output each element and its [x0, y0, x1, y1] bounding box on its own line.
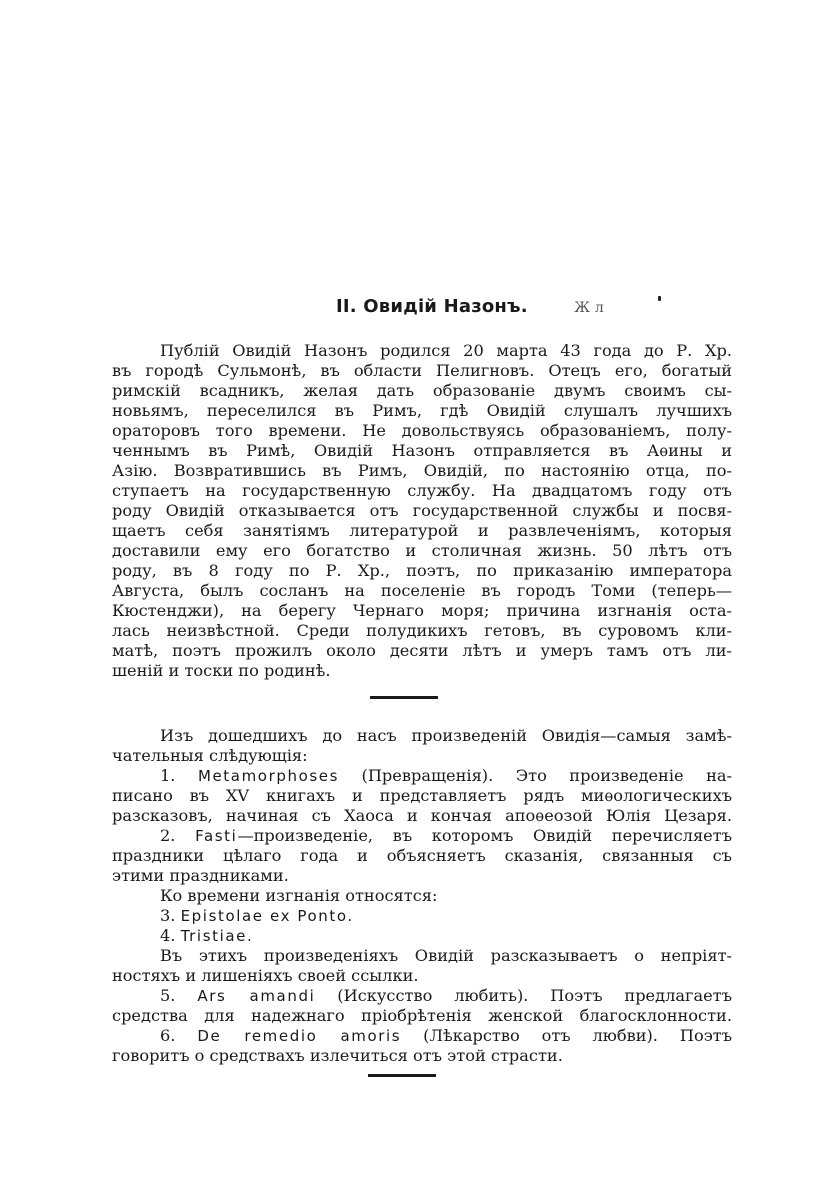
exile-text-line: Въ этихъ произведеніяхъ Овидій разсказываетъ о непріят-	[160, 946, 732, 965]
bio-line: ораторовъ того времени. Не довольствуясь образованіемъ, полу-	[112, 421, 732, 440]
bio-line: матѣ, поэтъ прожилъ около десяти лѣтъ и умеръ тамъ отъ ли-	[112, 641, 732, 660]
bio-line: Кюстенджи), на берегу Чернаго моря; причина изгнанія оста-	[112, 601, 732, 620]
heading-mark: Ж л	[574, 300, 604, 316]
work-title: Tristiae.	[180, 927, 254, 945]
work-item-6	[160, 1026, 732, 1046]
work-title: Epistolae ex Ponto.	[180, 907, 354, 925]
work-item-1	[160, 766, 732, 786]
bio-line: ступаетъ на государственную службу. На двадцатомъ году отъ	[112, 481, 732, 500]
bio-line: новьямъ, переселился въ Римъ, гдѣ Овидій слушалъ лучшихъ	[112, 401, 732, 420]
work-item-line: этими праздниками.	[112, 866, 289, 885]
work-number: 5.	[160, 986, 176, 1005]
work-item-line: праздники цѣлаго года и объясняетъ сказанія, связанныя съ	[112, 846, 732, 865]
print-speck	[658, 296, 661, 301]
bio-line: роду Овидій отказывается отъ государственной службы и посвя-	[112, 501, 732, 520]
work-description: (Лѣкарство отъ любви). Поэтъ	[423, 1026, 733, 1045]
work-number: 6.	[160, 1026, 176, 1045]
work-title: Ars amandi	[197, 987, 316, 1005]
chapter-heading	[336, 296, 604, 317]
work-description: (Превращенія). Это произведеніе на-	[361, 766, 732, 785]
work-item-line: говоритъ о средствахъ излечиться отъ этой страсти.	[112, 1046, 563, 1065]
work-item-line: разсказовъ, начиная съ Хаоса и кончая апоѳеозой Юлія Цезаря.	[112, 806, 732, 825]
work-number: 4.	[160, 926, 176, 945]
work-number: 2.	[160, 826, 176, 845]
work-item-4	[160, 926, 732, 946]
work-description: (Искусство любить). Поэтъ предлагаетъ	[337, 986, 732, 1005]
exile-text-line: ностяхъ и лишеніяхъ своей ссылки.	[112, 966, 419, 985]
bio-line: роду, въ 8 году по Р. Хр., поэтъ, по приказанію императора	[112, 561, 732, 580]
bio-line: Августа, былъ сосланъ на поселеніе въ городъ Томи (теперь—	[112, 581, 732, 600]
work-description: —произведеніе, въ которомъ Овидій перечисляетъ	[237, 826, 732, 845]
bio-line: ченнымъ въ Римѣ, Овидій Назонъ отправляется въ Аѳины и	[112, 441, 732, 460]
work-title: Fasti	[195, 827, 238, 845]
bio-line: римскій всадникъ, желая дать образованіе двумъ своимъ сы-	[112, 381, 732, 400]
chapter-title: II. Овидій Назонъ.	[336, 296, 528, 317]
bio-line: лась неизвѣстной. Среди полудикихъ гетовъ, въ суровомъ кли-	[112, 621, 732, 640]
bio-line: щаетъ себя занятіямъ литературой и развлеченіямъ, которыя	[112, 521, 732, 540]
bio-line: шеній и тоски по родинѣ.	[112, 661, 331, 680]
work-title: Metamorphoses	[197, 767, 340, 785]
work-item-3	[160, 906, 732, 926]
work-item-5	[160, 986, 732, 1006]
bio-line: въ городѣ Сульмонѣ, въ области Пелигновъ. Отецъ его, богатый	[112, 361, 732, 380]
bio-line: Азію. Возвратившись въ Римъ, Овидій, по настоянію отца, по-	[112, 461, 732, 480]
work-item-2	[160, 826, 732, 846]
works-intro-line: чательныя слѣдующія:	[112, 746, 308, 765]
bio-line: доставили ему его богатство и столичная жизнь. 50 лѣтъ отъ	[112, 541, 732, 560]
works-intro-line: Изъ дошедшихъ до насъ произведеній Овидія—самыя замѣ-	[160, 726, 732, 745]
work-item-line: писано въ XV книгахъ и представляетъ рядъ миѳологическихъ	[112, 786, 732, 805]
work-item-line: средства для надежнаго пріобрѣтенія женской благосклонности.	[112, 1006, 732, 1025]
end-divider	[368, 1074, 436, 1077]
work-number: 1.	[160, 766, 176, 785]
work-title: De remedio amoris	[197, 1027, 402, 1045]
section-divider	[370, 696, 438, 699]
work-number: 3.	[160, 906, 176, 925]
bio-line: Публій Овидій Назонъ родился 20 марта 43 года до Р. Хр.	[160, 341, 732, 360]
exile-heading: Ко времени изгнанія относятся:	[160, 886, 438, 905]
